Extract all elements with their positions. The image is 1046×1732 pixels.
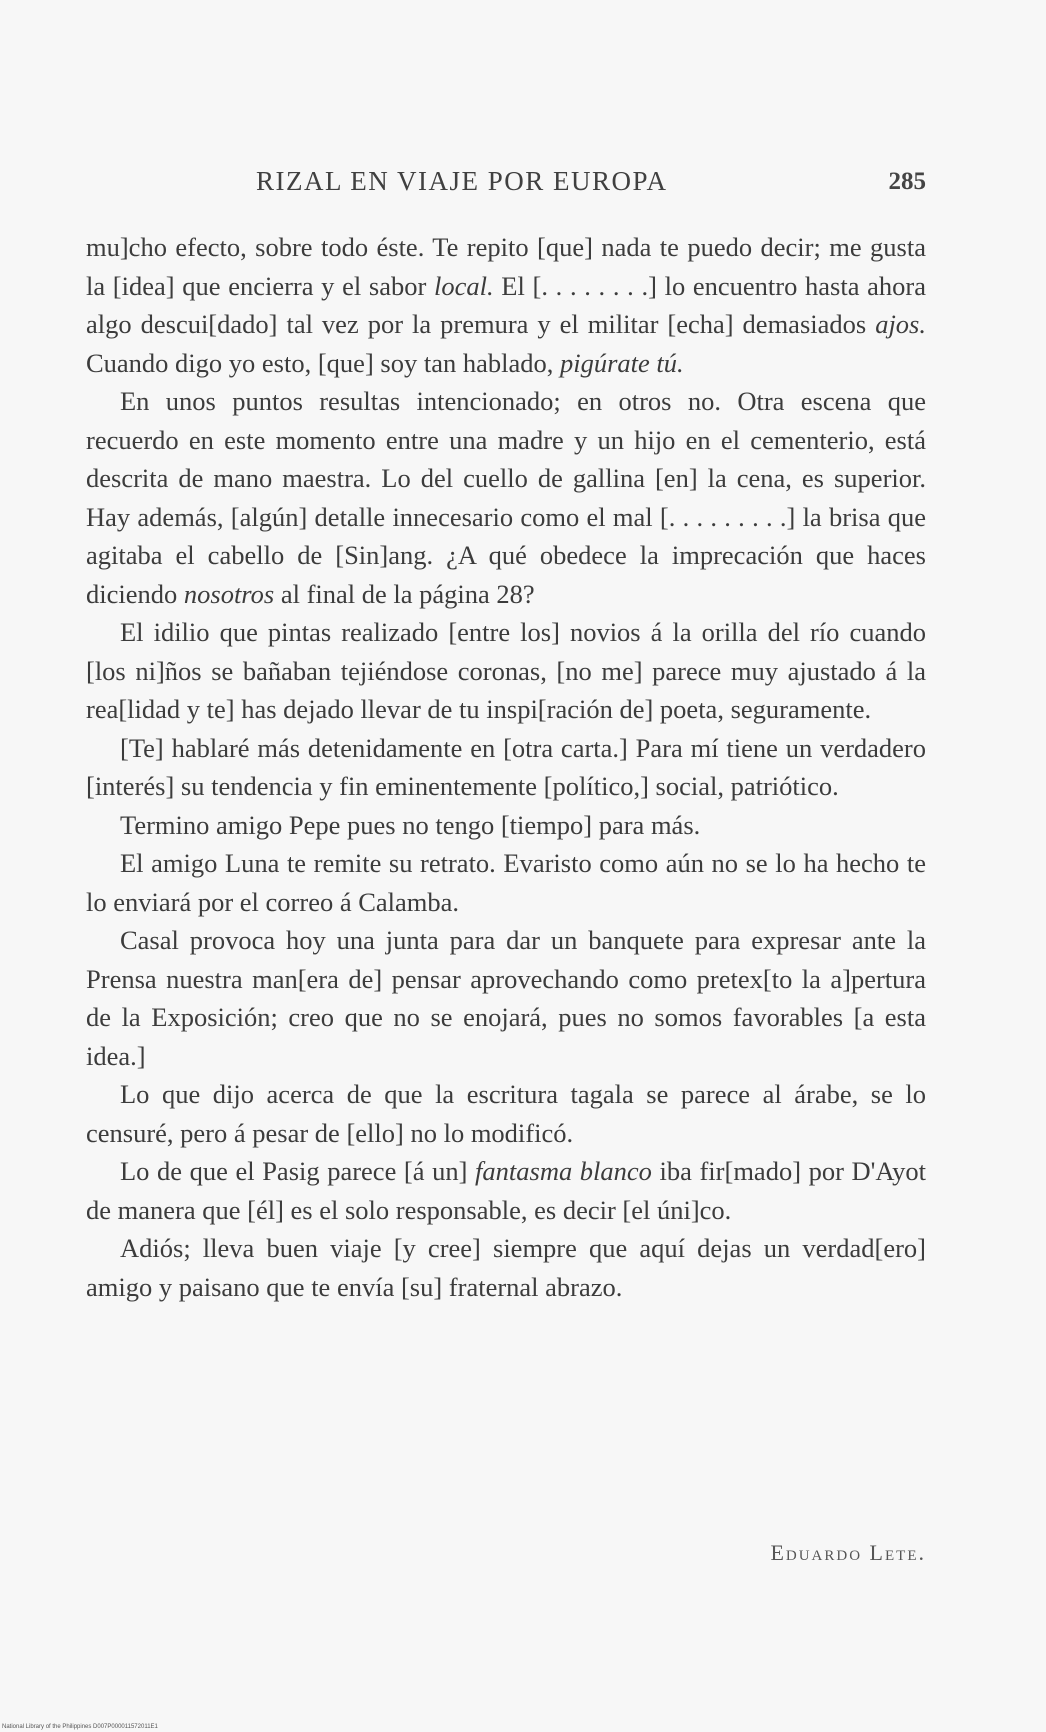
paragraph <box>86 729 926 806</box>
text-segment: El idilio que pintas realizado [entre los] novios á la orilla del río cuando [los ni]ños se bañaban tejiéndose coronas, [no me] parece muy ajustado á la rea[lidad y te] has dejado llevar de tu inspi[ración de] poeta, seguramente. <box>86 617 926 724</box>
text-segment: Cuando digo yo esto, [que] soy tan hablado, <box>86 347 560 378</box>
text-segment: Termino amigo Pepe pues no tengo [tiempo] para más. <box>120 809 701 840</box>
italic-text: local. <box>434 270 494 301</box>
text-segment: iba fir[mado] por D'Ayot de manera que [él] es el solo responsable, es decir [el úni]co. <box>86 1156 926 1225</box>
paragraph <box>86 806 926 845</box>
italic-text: fantasma blanco <box>475 1156 652 1186</box>
text-segment: [Te] hablaré más detenidamente en [otra carta.] Para mí tiene un verdadero [interés] su tendencia y fin eminentemente [político,] social, patriótico. <box>86 732 926 801</box>
paragraph <box>86 1075 926 1152</box>
letter-body <box>86 228 926 1306</box>
text-segment: al final de la página 28? <box>274 578 535 609</box>
text-segment: El amigo Luna te remite su retrato. Evaristo como aún no se lo ha hecho te lo enviará por el correo á Calamba. <box>86 848 926 917</box>
running-title: RIZAL EN VIAJE POR EUROPA <box>256 166 668 196</box>
text-segment: En unos puntos resultas intencionado; en otros no. Otra escena que recuerdo en este momento entre una madre y un hijo en el cementerio, está descrita de mano maestra. Lo del cuello de gallina [en] la cena, es superior. Hay además, [algún] detalle innecesario como el mal [. . . . . . . . .] la brisa que agitaba el cabello de [Sin]ang. ¿A qué obedece la imprecación que haces diciendo <box>86 386 926 609</box>
paragraph <box>86 382 926 613</box>
paragraph <box>86 228 926 382</box>
page-number: 285 <box>888 168 926 195</box>
paragraph <box>86 1229 926 1306</box>
running-head <box>86 166 926 206</box>
text-segment: Lo que dijo acerca de que la escritura tagala se parece al árabe, se lo censuré, pero á pesar de [ello] no lo modificó. <box>86 1079 926 1148</box>
paragraph <box>86 1152 926 1229</box>
text-segment: El [. . . . . . . .] lo encuentro hasta ahora algo descui[dado] tal vez por la premura y el militar [echa] demasiados <box>86 270 926 339</box>
text-segment: Adiós; lleva buen viaje [y cree] siempre que aquí dejas un verdad[ero] amigo y paisano que te envía [su] fraternal abrazo. <box>86 1233 926 1302</box>
paragraph <box>86 613 926 729</box>
italic-text: pigúrate tú. <box>559 347 684 378</box>
paragraph <box>86 921 926 1075</box>
italic-text: nosotros <box>183 578 275 609</box>
footer-note: National Library of the Philippines D007P000011572011E1 <box>2 1724 158 1730</box>
text-segment: mu]cho efecto, sobre todo éste. Te repito [que] nada te puedo decir; me gusta la [idea] que encierra y el sabor <box>86 232 926 301</box>
italic-text: ajos. <box>875 309 926 339</box>
text-segment: Lo de que el Pasig parece [á un] <box>120 1156 476 1186</box>
text-segment: Casal provoca hoy una junta para dar un banquete para expresar ante la Prensa nuestra man[era de] pensar aprovechando como pretex[to la a]pertura de la Exposición; creo que no se enojará, pues no somos favorables [a esta idea.] <box>86 925 926 1071</box>
paragraph <box>86 844 926 921</box>
signature: Eduardo Lete. <box>770 1540 926 1565</box>
